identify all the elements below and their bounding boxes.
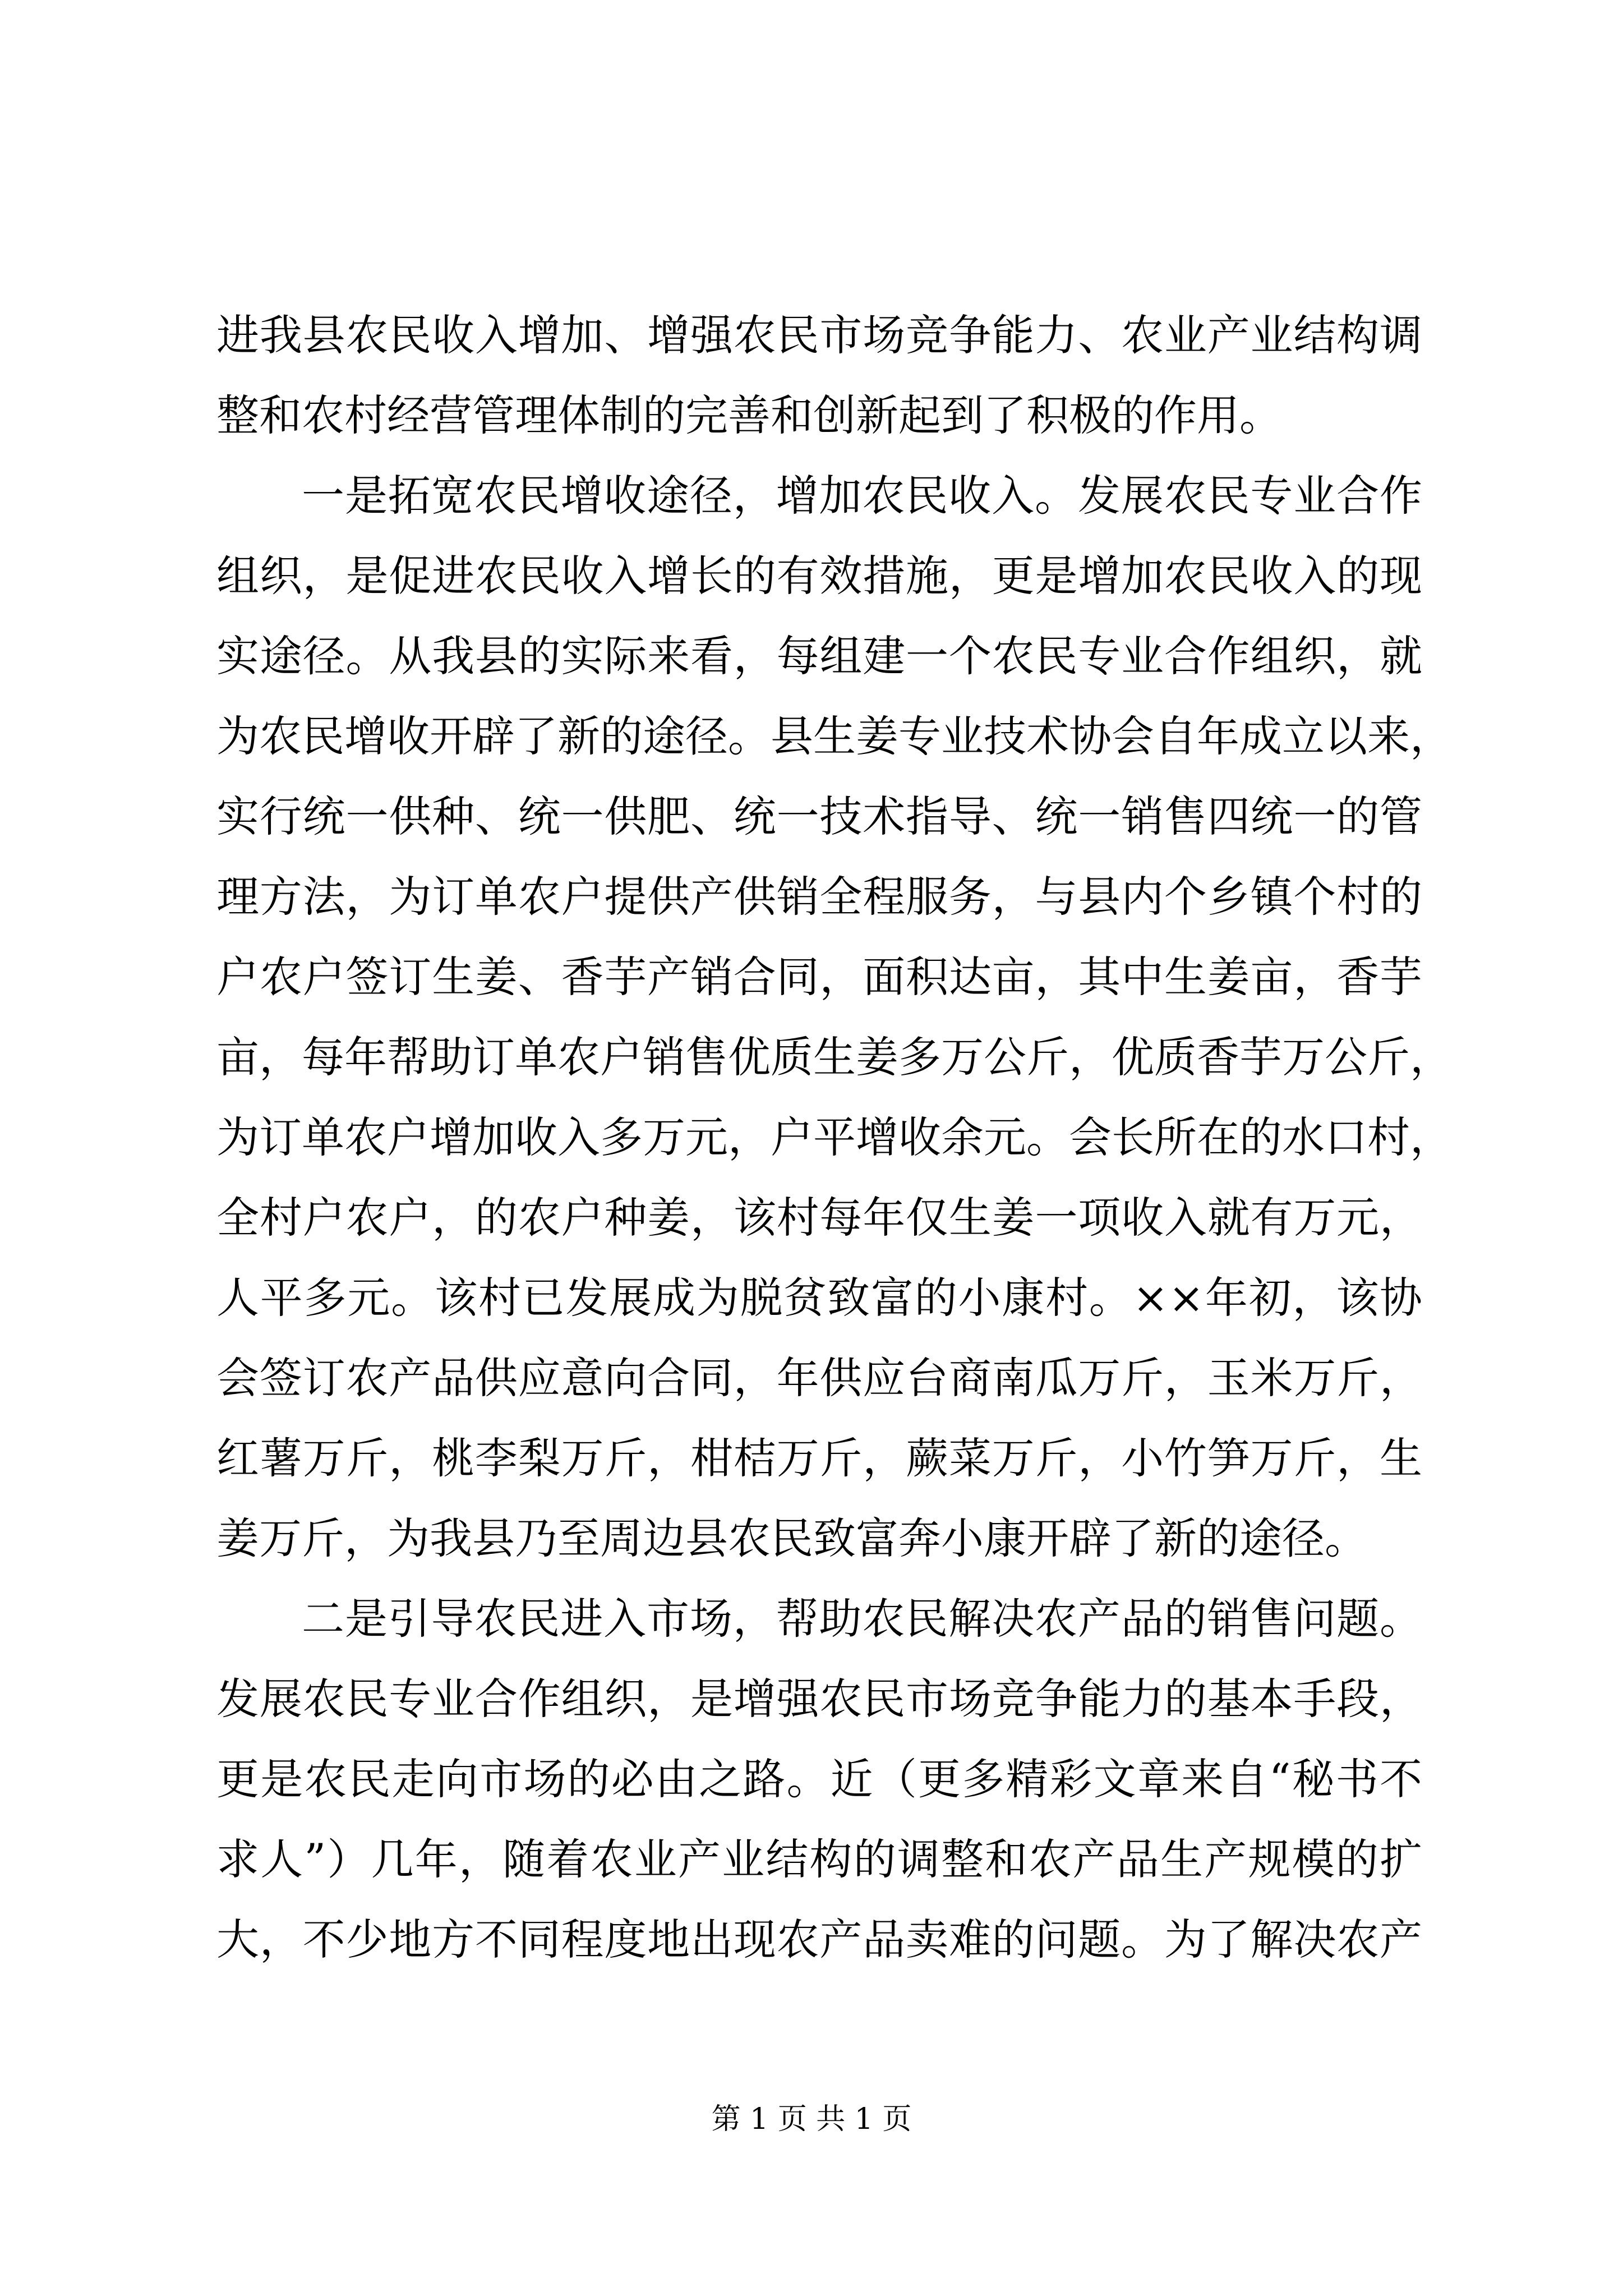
text-line: 人平多元。该村已发展成为脱贫致富的小康村。××年初，该协 [216, 1273, 1422, 1323]
text-line: 整和农村经营管理体制的完善和创新起到了积极的作用。 [216, 390, 1282, 440]
text-line: 为农民增收开辟了新的途径。县生姜专业技术协会自年成立以来， [216, 711, 1453, 761]
text-line: 为订单农户增加收入多万元，户平增收余元。会长所在的水口村， [216, 1112, 1453, 1162]
text-line: 亩，每年帮助订单农户销售优质生姜多万公斤，优质香芋万公斤， [216, 1032, 1453, 1082]
text-line: 户农户签订生姜、香芋产销合同，面积达亩，其中生姜亩，香芋 [216, 952, 1422, 1002]
text-line: 实途径。从我县的实际来看，每组建一个农民专业合作组织，就 [216, 631, 1422, 681]
document-body [216, 295, 1453, 1980]
text-line: 大，不少地方不同程度地出现农产品卖难的问题。为了解决农产 [216, 1915, 1422, 1964]
text-line: 进我县农民收入增加、增强农民市场竞争能力、农业产业结构调 [216, 310, 1422, 360]
text-line: 姜万斤，为我县乃至周边县农民致富奔小康开辟了新的途径。 [216, 1513, 1367, 1563]
text-line: 全村户农户，的农户种姜，该村每年仅生姜一项收入就有万元， [216, 1193, 1422, 1243]
text-line: 理方法，为订单农户提供产供销全程服务，与县内个乡镇个村的 [216, 872, 1422, 922]
paragraph-first-line: 二是引导农民进入市场，帮助农民解决农产品的销售问题。 [302, 1594, 1422, 1644]
text-line: 实行统一供种、统一供肥、统一技术指导、统一销售四统一的管 [216, 792, 1422, 841]
page-footer [0, 2102, 1623, 2136]
paragraph-first-line: 一是拓宽农民增收途径，增加农民收入。发展农民专业合作 [302, 471, 1422, 521]
page-number: 第 1 页 共 1 页 [711, 2102, 912, 2136]
text-line: 红薯万斤，桃李梨万斤，柑桔万斤，蕨菜万斤，小竹笋万斤，生 [216, 1433, 1422, 1483]
text-line: 发展农民专业合作组织，是增强农民市场竞争能力的基本手段， [216, 1674, 1422, 1724]
text-line: 求人”）几年，随着农业产业结构的调整和农产品生产规模的扩 [216, 1834, 1422, 1884]
text-line: 更是农民走向市场的必由之路。近（更多精彩文章来自“秘书不 [216, 1754, 1422, 1804]
text-line: 组织，是促进农民收入增长的有效措施，更是增加农民收入的现 [216, 551, 1422, 601]
text-line: 会签订农产品供应意向合同，年供应台商南瓜万斤，玉米万斤， [216, 1353, 1422, 1403]
